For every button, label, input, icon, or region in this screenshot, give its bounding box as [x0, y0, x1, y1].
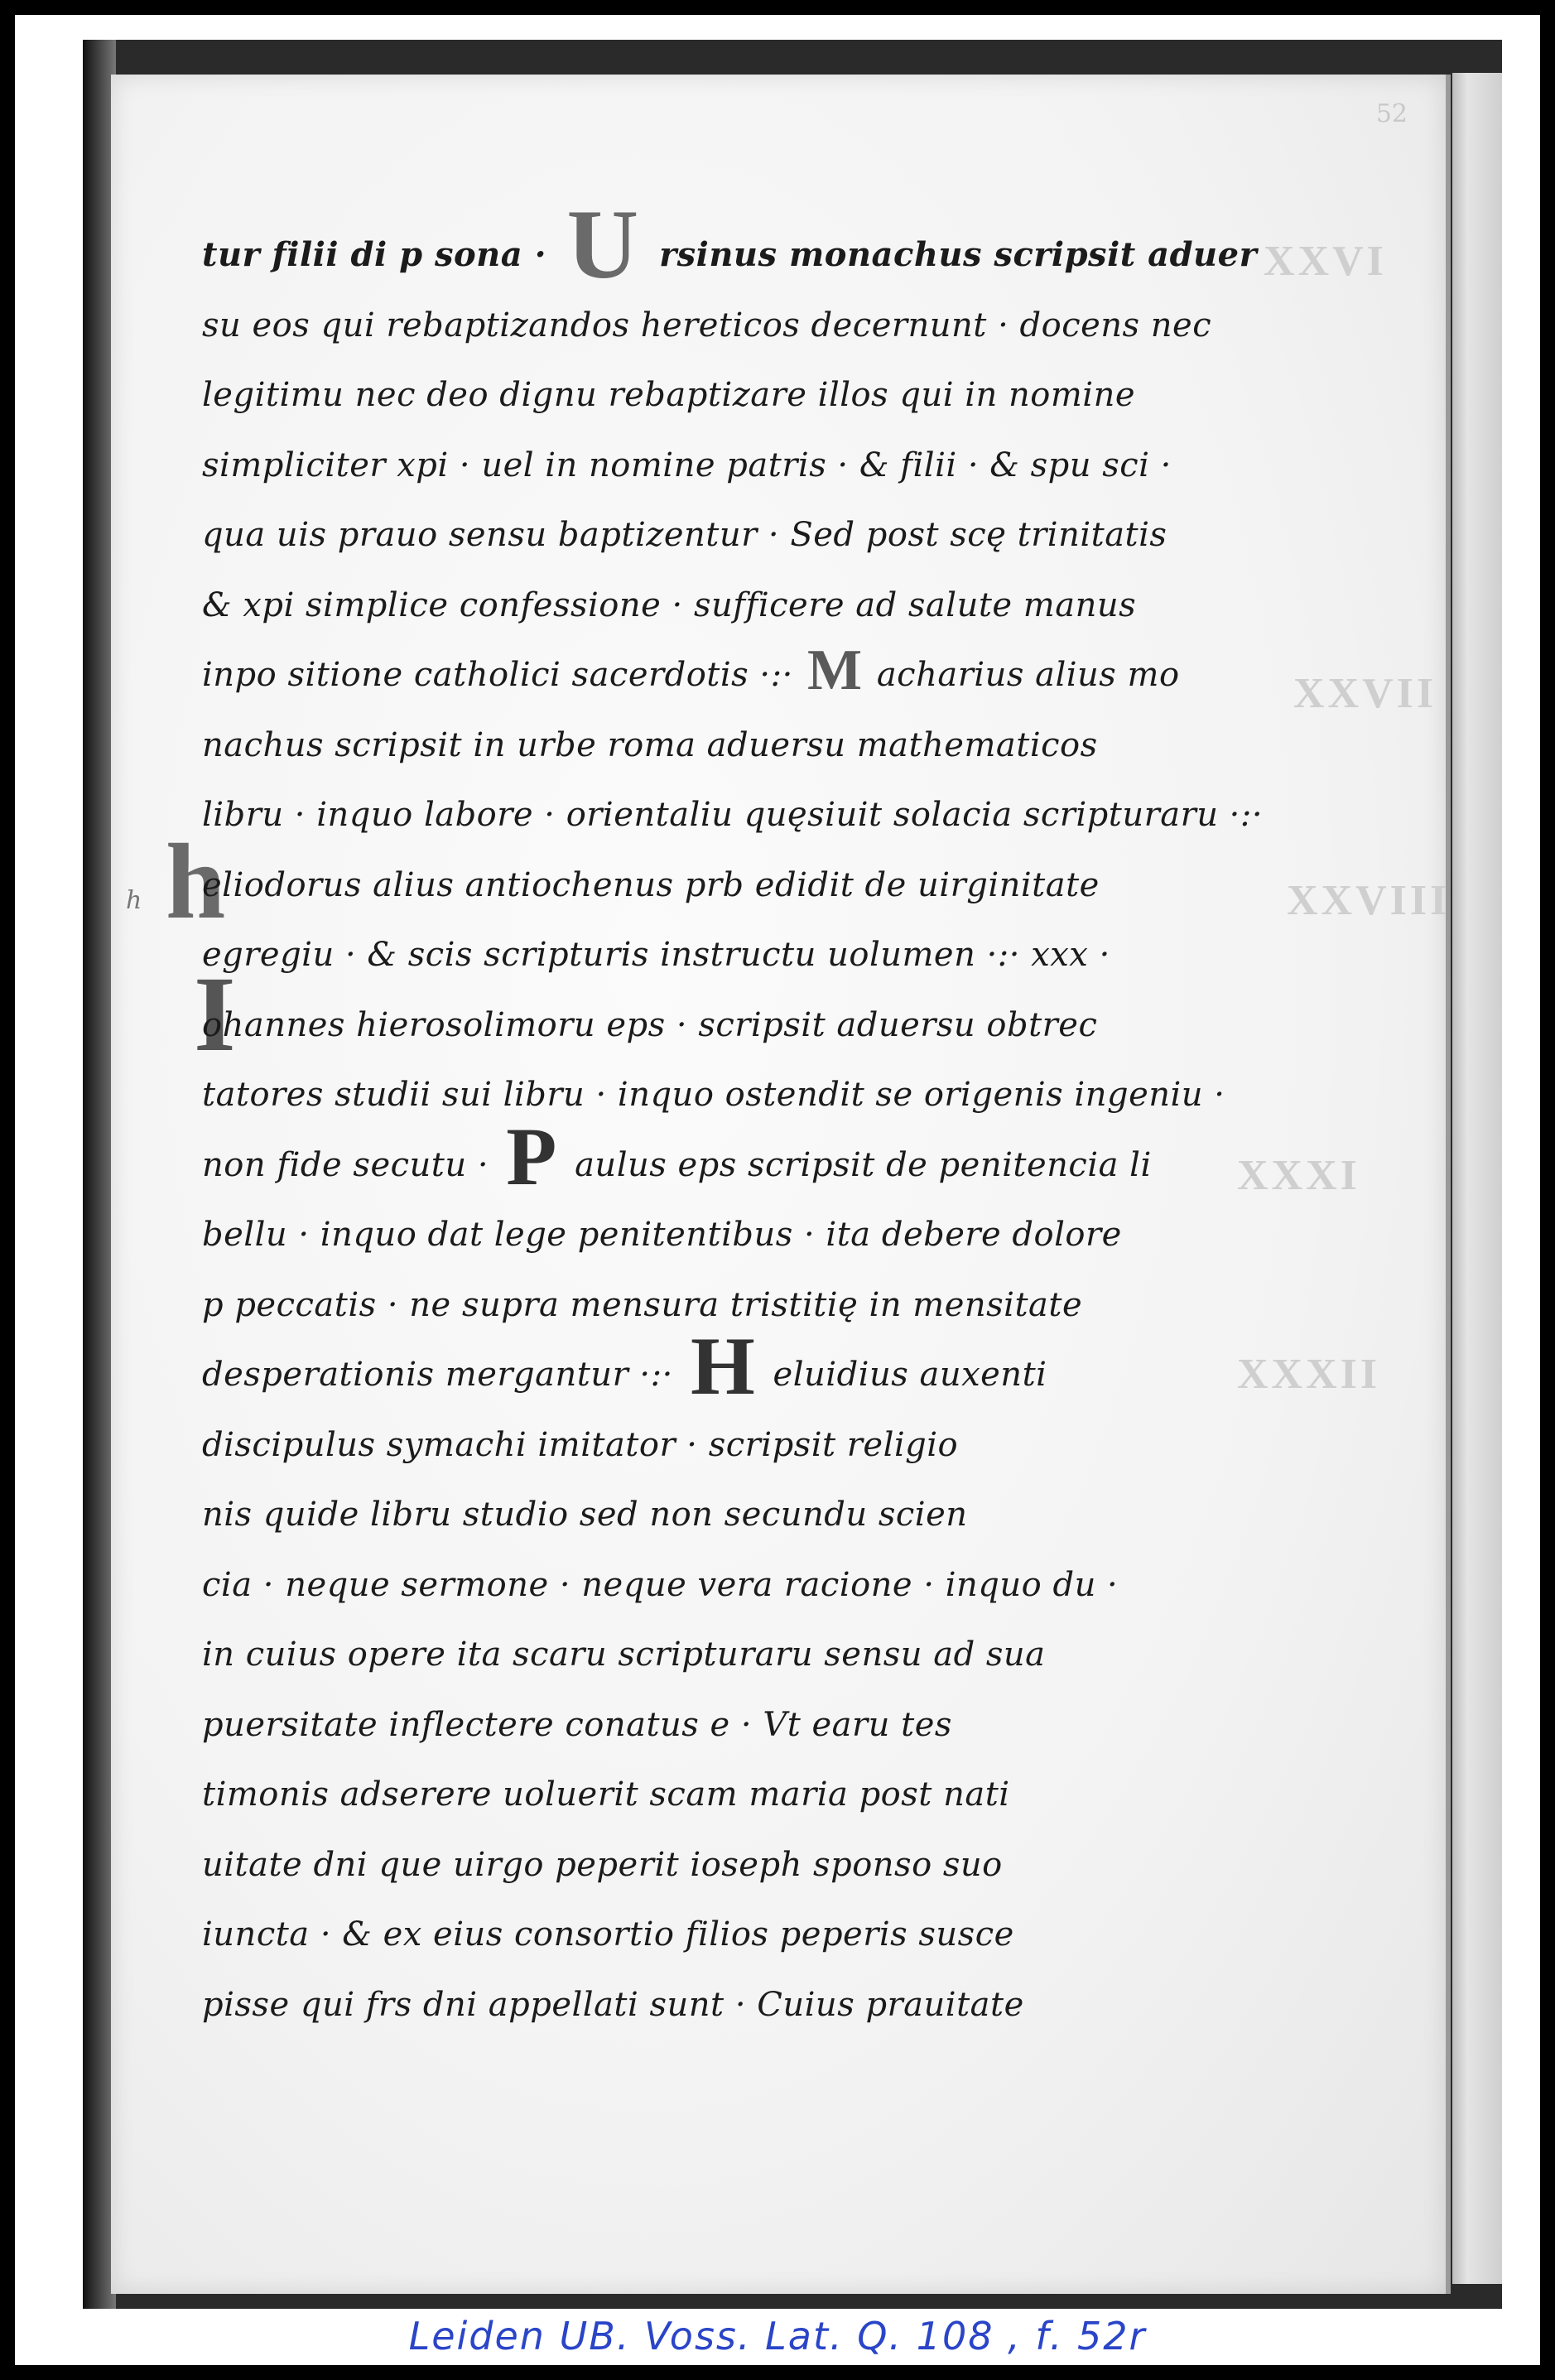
marginal-numeral: XXVII	[1293, 670, 1437, 717]
manuscript-text	[202, 189, 1328, 2040]
text-line: qua uis prauo sensu baptizentur · Sed post scę trinitatis	[202, 516, 1167, 554]
marginal-numeral: XXXI	[1237, 1152, 1360, 1199]
decorated-initial-h: H	[691, 1320, 756, 1412]
text-line: & xpi simplice confessione · sufficere ad salute manus	[202, 585, 1137, 624]
line-text: aulus eps scripsit de penitencia li	[575, 1145, 1152, 1184]
line-text: desperationis mergantur ·:·	[202, 1356, 673, 1394]
line-text: inpo sitione catholici sacerdotis ·:·	[202, 656, 793, 694]
margin-guide-letter: h	[126, 886, 142, 915]
text-line: tatores studii sui libru · inquo ostendit se origenis ingeniu ·	[202, 1076, 1225, 1114]
text-line: bellu · inquo dat lege penitentibus · ita debere dolore	[202, 1216, 1122, 1254]
text-line: legitimu nec deo dignu rebaptizare illos qui in nomine	[202, 376, 1135, 414]
photo-frame	[15, 15, 1540, 2365]
text-line: nis quide libru studio sed non secundu scien	[202, 1496, 968, 1534]
decorated-initial-p: P	[506, 1110, 557, 1202]
shelfmark-caption: Leiden UB. Voss. Lat. Q. 108 , f. 52r	[408, 2314, 1147, 2358]
text-line	[202, 1110, 1328, 1202]
decorated-initial-u: U	[566, 189, 639, 299]
manuscript-photo	[83, 40, 1502, 2309]
text-line: iuncta · & ex eius consortio filios peperis susce	[202, 1915, 1014, 1954]
marginal-numeral: XXVIII	[1287, 877, 1451, 924]
text-line: timonis adserere uoluerit scam maria post nati	[202, 1775, 1010, 1814]
line-text: tur filii di p sona ·	[202, 235, 547, 274]
folio-number: 52	[1375, 99, 1408, 128]
text-line: libru · inquo labore · orientaliu quęsiuit solacia scripturaru ·:·	[202, 796, 1264, 834]
text-line: p peccatis · ne supra mensura tristitię in mensitate	[202, 1285, 1083, 1324]
text-line: egregiu · & scis scripturis instructu uolumen ·:· xxx ·	[202, 936, 1110, 974]
text-line	[202, 189, 1328, 299]
line-text: acharius alius mo	[876, 656, 1180, 694]
text-line: ohannes hierosolimoru eps · scripsit aduersu obtrec	[202, 1005, 1098, 1044]
text-line: pisse qui frs dni appellati sunt · Cuius prauitate	[202, 1985, 1024, 2024]
text-line	[202, 1320, 1328, 1412]
initial-h-left: h	[166, 822, 226, 942]
text-line: puersitate inflectere conatus e · Vt earu tes	[202, 1705, 952, 1744]
text-line: nachus scripsit in urbe roma aduersu mathematicos	[202, 725, 1098, 764]
text-line: su eos qui rebaptizandos hereticos decernunt · docens nec	[202, 306, 1212, 344]
line-text: non fide secutu ·	[202, 1145, 489, 1184]
line-text: rsinus monachus scripsit aduer	[659, 235, 1258, 274]
text-line: in cuius opere ita scaru scripturaru sensu ad sua	[202, 1636, 1046, 1674]
marginal-numeral: XXVI	[1264, 238, 1387, 285]
text-line: simpliciter xpi · uel in nomine patris · & filii · & spu sci ·	[202, 446, 1172, 484]
line-text: eluidius auxenti	[773, 1356, 1047, 1394]
text-line: discipulus symachi imitator · scripsit religio	[202, 1425, 959, 1464]
facing-page-edge	[1452, 73, 1502, 2284]
initial-i-left: I	[194, 955, 236, 1074]
manuscript-page	[111, 75, 1451, 2294]
text-line: eliodorus alius antiochenus prb edidit de uirginitate	[202, 865, 1100, 904]
text-line: uitate dni que uirgo peperit ioseph sponso suo	[202, 1845, 1003, 1884]
marginal-numeral: XXXII	[1237, 1351, 1381, 1398]
text-line: cia · neque sermone · neque vera racione · inquo du ·	[202, 1565, 1119, 1604]
decorated-initial-m: M	[807, 638, 863, 702]
text-line	[202, 640, 1328, 711]
